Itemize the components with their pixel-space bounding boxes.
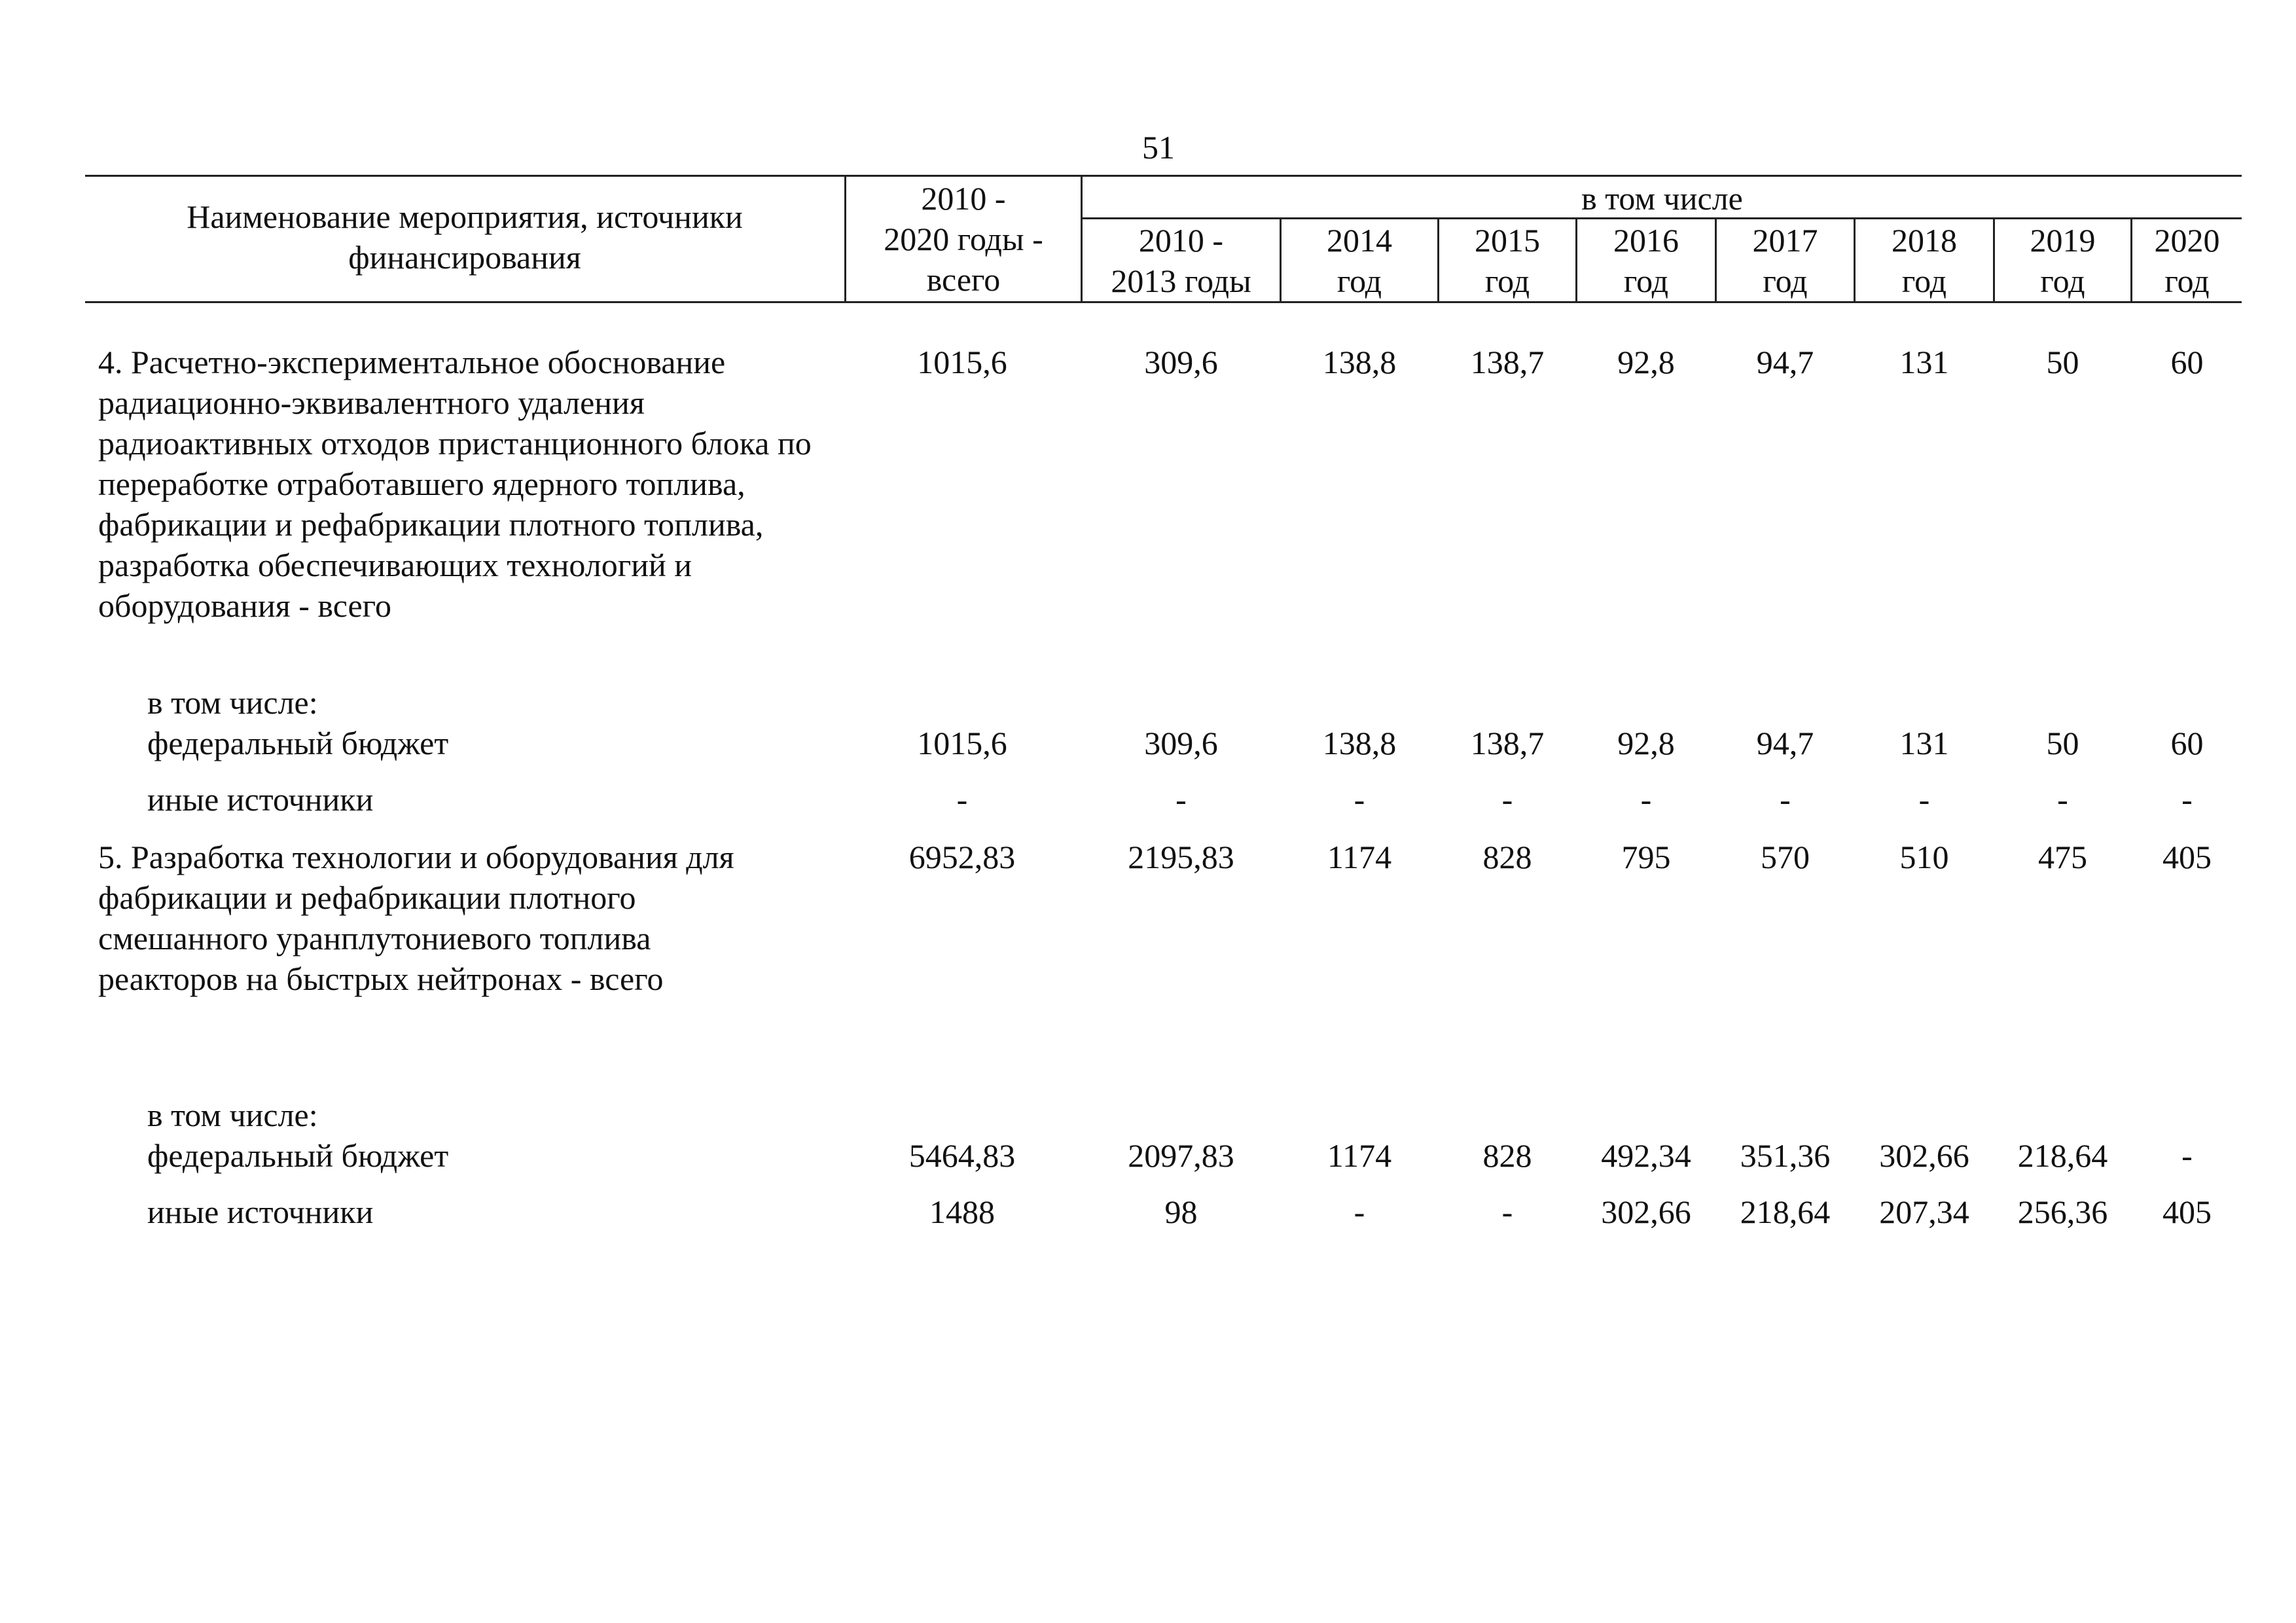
value-2019: 50 — [2046, 725, 2079, 761]
header-period-2010-2013 — [1083, 220, 1280, 301]
header-name-text: Наименование мероприятия, источники финансирования — [187, 198, 743, 276]
value-2020: 405 — [2162, 1194, 2212, 1230]
header-total-column — [846, 178, 1081, 300]
row-5-name: 5. Разработка технологии и оборудования для фабрикации и рефабрикации плотного смешанного уранплутониевого топлива реакторов на быстрых нейтронах - всего — [98, 839, 734, 997]
value-2014: 1174 — [1327, 839, 1392, 875]
row-5-federal-name: федеральный бюджет — [147, 1137, 449, 1174]
header-period-line: 2019 — [2030, 222, 2096, 259]
value-2010-2013: - — [1175, 781, 1187, 818]
value-total: - — [956, 781, 968, 818]
value-2014: 138,8 — [1322, 725, 1397, 761]
header-period-line: год — [1484, 263, 1530, 299]
value-2019: 256,36 — [2017, 1194, 2108, 1230]
value-2018: 207,34 — [1879, 1194, 1969, 1230]
value-2014: 1174 — [1327, 1137, 1392, 1174]
value-total: 1015,6 — [917, 344, 1007, 380]
value-2010-2013: 98 — [1164, 1194, 1198, 1230]
header-period-line: год — [1763, 263, 1808, 299]
header-period-line: 2015 — [1475, 222, 1540, 259]
value-2017: 351,36 — [1740, 1137, 1831, 1174]
header-period-line: год — [2040, 263, 2085, 299]
value-2018: 131 — [1899, 344, 1949, 380]
header-period-line: год — [1623, 263, 1669, 299]
header-period-2019 — [1995, 220, 2130, 301]
value-2017: - — [1780, 781, 1791, 818]
value-2015: 828 — [1482, 839, 1532, 875]
value-2017: 218,64 — [1740, 1194, 1831, 1230]
value-2018: 131 — [1899, 725, 1949, 761]
value-2019: 50 — [2046, 344, 2079, 380]
value-2014: 138,8 — [1322, 344, 1397, 380]
value-2017: 94,7 — [1756, 344, 1814, 380]
row-5-other-name: иные источники — [147, 1194, 374, 1230]
value-2010-2013: 2097,83 — [1128, 1137, 1234, 1174]
value-2015: - — [1501, 1194, 1513, 1230]
value-2019: 218,64 — [2017, 1137, 2108, 1174]
value-2018: - — [1918, 781, 1930, 818]
page-number: 51 — [1142, 129, 1175, 166]
value-2018: 302,66 — [1879, 1137, 1969, 1174]
header-period-line: 2016 — [1613, 222, 1679, 259]
value-2015: 138,7 — [1470, 725, 1545, 761]
value-2010-2013: 309,6 — [1144, 725, 1218, 761]
value-total: 1015,6 — [917, 725, 1007, 761]
row-4-federal-name: федеральный бюджет — [147, 725, 449, 761]
value-total: 1488 — [929, 1194, 995, 1230]
header-period-line: год — [1336, 263, 1382, 299]
header-period-line: 2017 — [1752, 222, 1818, 259]
header-name-column — [92, 196, 838, 278]
header-total-line: 2020 годы - — [884, 221, 1043, 257]
value-2016: - — [1640, 781, 1652, 818]
value-2020: - — [2181, 1137, 2193, 1174]
header-group-label: в том числе — [1581, 180, 1743, 217]
value-2018: 510 — [1899, 839, 1949, 875]
header-period-line: 2020 — [2154, 222, 2220, 259]
header-period-line: 2014 — [1327, 222, 1392, 259]
value-2017: 570 — [1761, 839, 1810, 875]
table-top-rule — [85, 175, 2242, 177]
header-period-line: год — [1901, 263, 1947, 299]
header-period-line: 2010 - — [1138, 222, 1224, 259]
value-2016: 795 — [1621, 839, 1671, 875]
value-2015: 138,7 — [1470, 344, 1545, 380]
value-2015: 828 — [1482, 1137, 1532, 1174]
value-2010-2013: 309,6 — [1144, 344, 1218, 380]
row-4-including-label: в том числе: — [147, 684, 318, 721]
header-period-line: 2013 годы — [1111, 263, 1251, 299]
value-2014: - — [1354, 781, 1365, 818]
value-2019: - — [2057, 781, 2068, 818]
value-2017: 94,7 — [1756, 725, 1814, 761]
value-2014: - — [1354, 1194, 1365, 1230]
value-2020: - — [2181, 781, 2193, 818]
value-2019: 475 — [2038, 839, 2087, 875]
table-header-bottom-rule — [85, 301, 2242, 303]
value-2015: - — [1501, 781, 1513, 818]
value-2016: 92,8 — [1617, 725, 1675, 761]
header-period-2017 — [1717, 220, 1854, 301]
value-2016: 92,8 — [1617, 344, 1675, 380]
value-2020: 60 — [2170, 725, 2204, 761]
value-2020: 60 — [2170, 344, 2204, 380]
header-period-2020 — [2132, 220, 2242, 301]
header-period-line: год — [2164, 263, 2210, 299]
value-2016: 492,34 — [1601, 1137, 1691, 1174]
header-period-2018 — [1856, 220, 1993, 301]
header-period-2015 — [1439, 220, 1575, 301]
value-total: 6952,83 — [908, 839, 1016, 875]
row-5-including-label: в том числе: — [147, 1097, 318, 1133]
header-total-line: 2010 - — [921, 180, 1006, 217]
value-2016: 302,66 — [1601, 1194, 1691, 1230]
header-period-line: 2018 — [1892, 222, 1957, 259]
header-total-line: всего — [926, 261, 1001, 298]
value-2010-2013: 2195,83 — [1128, 839, 1234, 875]
header-period-2014 — [1282, 220, 1437, 301]
row-4-other-name: иные источники — [147, 781, 374, 818]
value-total: 5464,83 — [908, 1137, 1016, 1174]
header-period-2016 — [1577, 220, 1715, 301]
value-2020: 405 — [2162, 839, 2212, 875]
row-4-name: 4. Расчетно-экспериментальное обоснование радиационно-эквивалентного удаления радиоактивных отходов пристанционного блока по переработке отработавшего ядерного топлива, фабрикации и рефабрикации плотного топлива, разработка обеспечивающих технологий и оборудования - всего — [98, 344, 812, 624]
